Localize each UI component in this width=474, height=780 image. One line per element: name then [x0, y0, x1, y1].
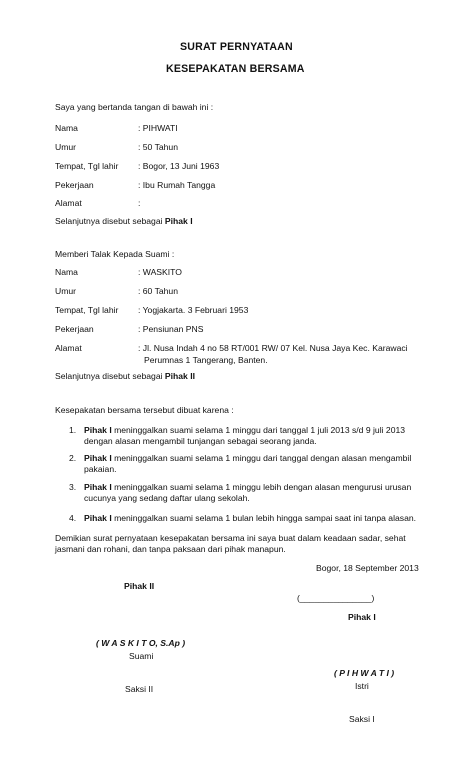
party2-referred-prefix: Selanjutnya disebut sebagai — [55, 371, 165, 381]
party2-address-label: Alamat — [55, 343, 82, 353]
party2-referred-text — [55, 371, 195, 382]
reason-2-text: meninggalkan suami selama 1 minggu dari tanggal dengan alasan mengambil — [111, 453, 412, 463]
party2-job-value: : Pensiunan PNS — [138, 324, 204, 334]
reason-1-subject: Pihak I — [84, 425, 112, 435]
party2-age-label: Umur — [55, 286, 77, 296]
party2-job-label: Pekerjaan — [55, 324, 94, 334]
party1-birth-label: Tempat, Tgl lahir — [55, 161, 119, 171]
sig-left-witness: Saksi II — [125, 684, 154, 694]
reason-3-line2: cucunya yang sedang daftar ulang sekolah. — [84, 493, 250, 503]
closing-line1: Demikian surat pernyataan kesepakatan bersama ini saya buat dalam keadaan sadar, sehat — [55, 533, 406, 543]
party1-job-label: Pekerjaan — [55, 180, 94, 190]
party1-address-label: Alamat — [55, 198, 82, 208]
party1-age-value: : 50 Tahun — [138, 142, 178, 152]
reason-3-text: meninggalkan suami selama 1 minggu lebih dengan alasan mengurusi urusan — [111, 482, 412, 492]
sig-right-party: Pihak I — [348, 612, 376, 622]
reason-1-line1 — [84, 425, 405, 436]
party1-name-label: Nama — [55, 123, 78, 133]
reason-2-number: 2. — [69, 453, 77, 463]
reason-3-subject: Pihak I — [84, 482, 112, 492]
party1-birth-value: : Bogor, 13 Juni 1963 — [138, 161, 220, 171]
place-date: Bogor, 18 September 2013 — [316, 563, 419, 573]
party2-address-line1: : Jl. Nusa Indah 4 no 58 RT/001 RW/ 07 Kel. Nusa Jaya Kec. Karawaci — [138, 343, 408, 353]
party1-job-value: : Ibu Rumah Tangga — [138, 180, 216, 190]
reason-4-text: meninggalkan suami selama 1 bulan lebih hingga sampai saat ini tanpa alasan. — [111, 513, 417, 523]
sig-right-witness: Saksi I — [349, 714, 375, 724]
party1-referred-name: Pihak I — [164, 216, 193, 226]
reason-3-line1 — [84, 482, 411, 493]
sig-left-name: ( W A S K I T O, S.Ap ) — [96, 638, 186, 648]
sig-left-role: Suami — [129, 651, 154, 661]
party2-name-value: : WASKITO — [138, 267, 182, 277]
reason-4-line1 — [84, 513, 416, 524]
party1-age-label: Umur — [55, 142, 77, 152]
closing-line2: jasmani dan rohani, dan tanpa paksaan dari pihak manapun. — [55, 544, 286, 554]
reason-2-line2: pakaian. — [84, 464, 117, 474]
document-subtitle: KESEPAKATAN BERSAMA — [166, 63, 305, 75]
sig-right-name: ( P I H W A T I ) — [334, 668, 395, 678]
reason-1-number: 1. — [69, 425, 77, 435]
party1-referred-text — [55, 216, 193, 227]
party2-age-value: : 60 Tahun — [138, 286, 178, 296]
reason-3-number: 3. — [69, 482, 77, 492]
reason-1-line2: dengan alasan mengambil tunjangan sebagai seorang janda. — [84, 436, 317, 446]
party2-birth-value: : Yogjakarta. 3 Februari 1953 — [138, 305, 249, 315]
reason-4-subject: Pihak I — [84, 513, 112, 523]
party2-birth-label: Tempat, Tgl lahir — [55, 305, 119, 315]
party1-referred-prefix: Selanjutnya disebut sebagai — [55, 216, 165, 226]
party1-name-value: : PIHWATI — [138, 123, 178, 133]
intro-text: Saya yang bertanda tangan di bawah ini : — [55, 102, 214, 112]
reason-4-number: 4. — [69, 513, 77, 523]
document-title: SURAT PERNYATAAN — [180, 41, 293, 53]
party2-referred-name: Pihak II — [164, 371, 195, 381]
party2-address-line2: Perumnas 1 Tangerang, Banten. — [144, 355, 268, 365]
talak-intro: Memberi Talak Kepada Suami : — [55, 249, 175, 259]
sig-right-role: Istri — [355, 681, 369, 691]
reasons-intro: Kesepakatan bersama tersebut dibuat karena : — [55, 405, 234, 415]
party2-name-label: Nama — [55, 267, 78, 277]
reason-2-line1 — [84, 453, 411, 464]
sig-left-party: Pihak II — [124, 581, 155, 591]
party1-address-value: : — [138, 198, 141, 208]
reason-2-subject: Pihak I — [84, 453, 112, 463]
sig-right-placeholder: (_______________) — [297, 593, 375, 603]
reason-1-text: meninggalkan suami selama 1 minggu dari tanggal 1 juli 2013 s/d 9 juli 2013 — [111, 425, 406, 435]
